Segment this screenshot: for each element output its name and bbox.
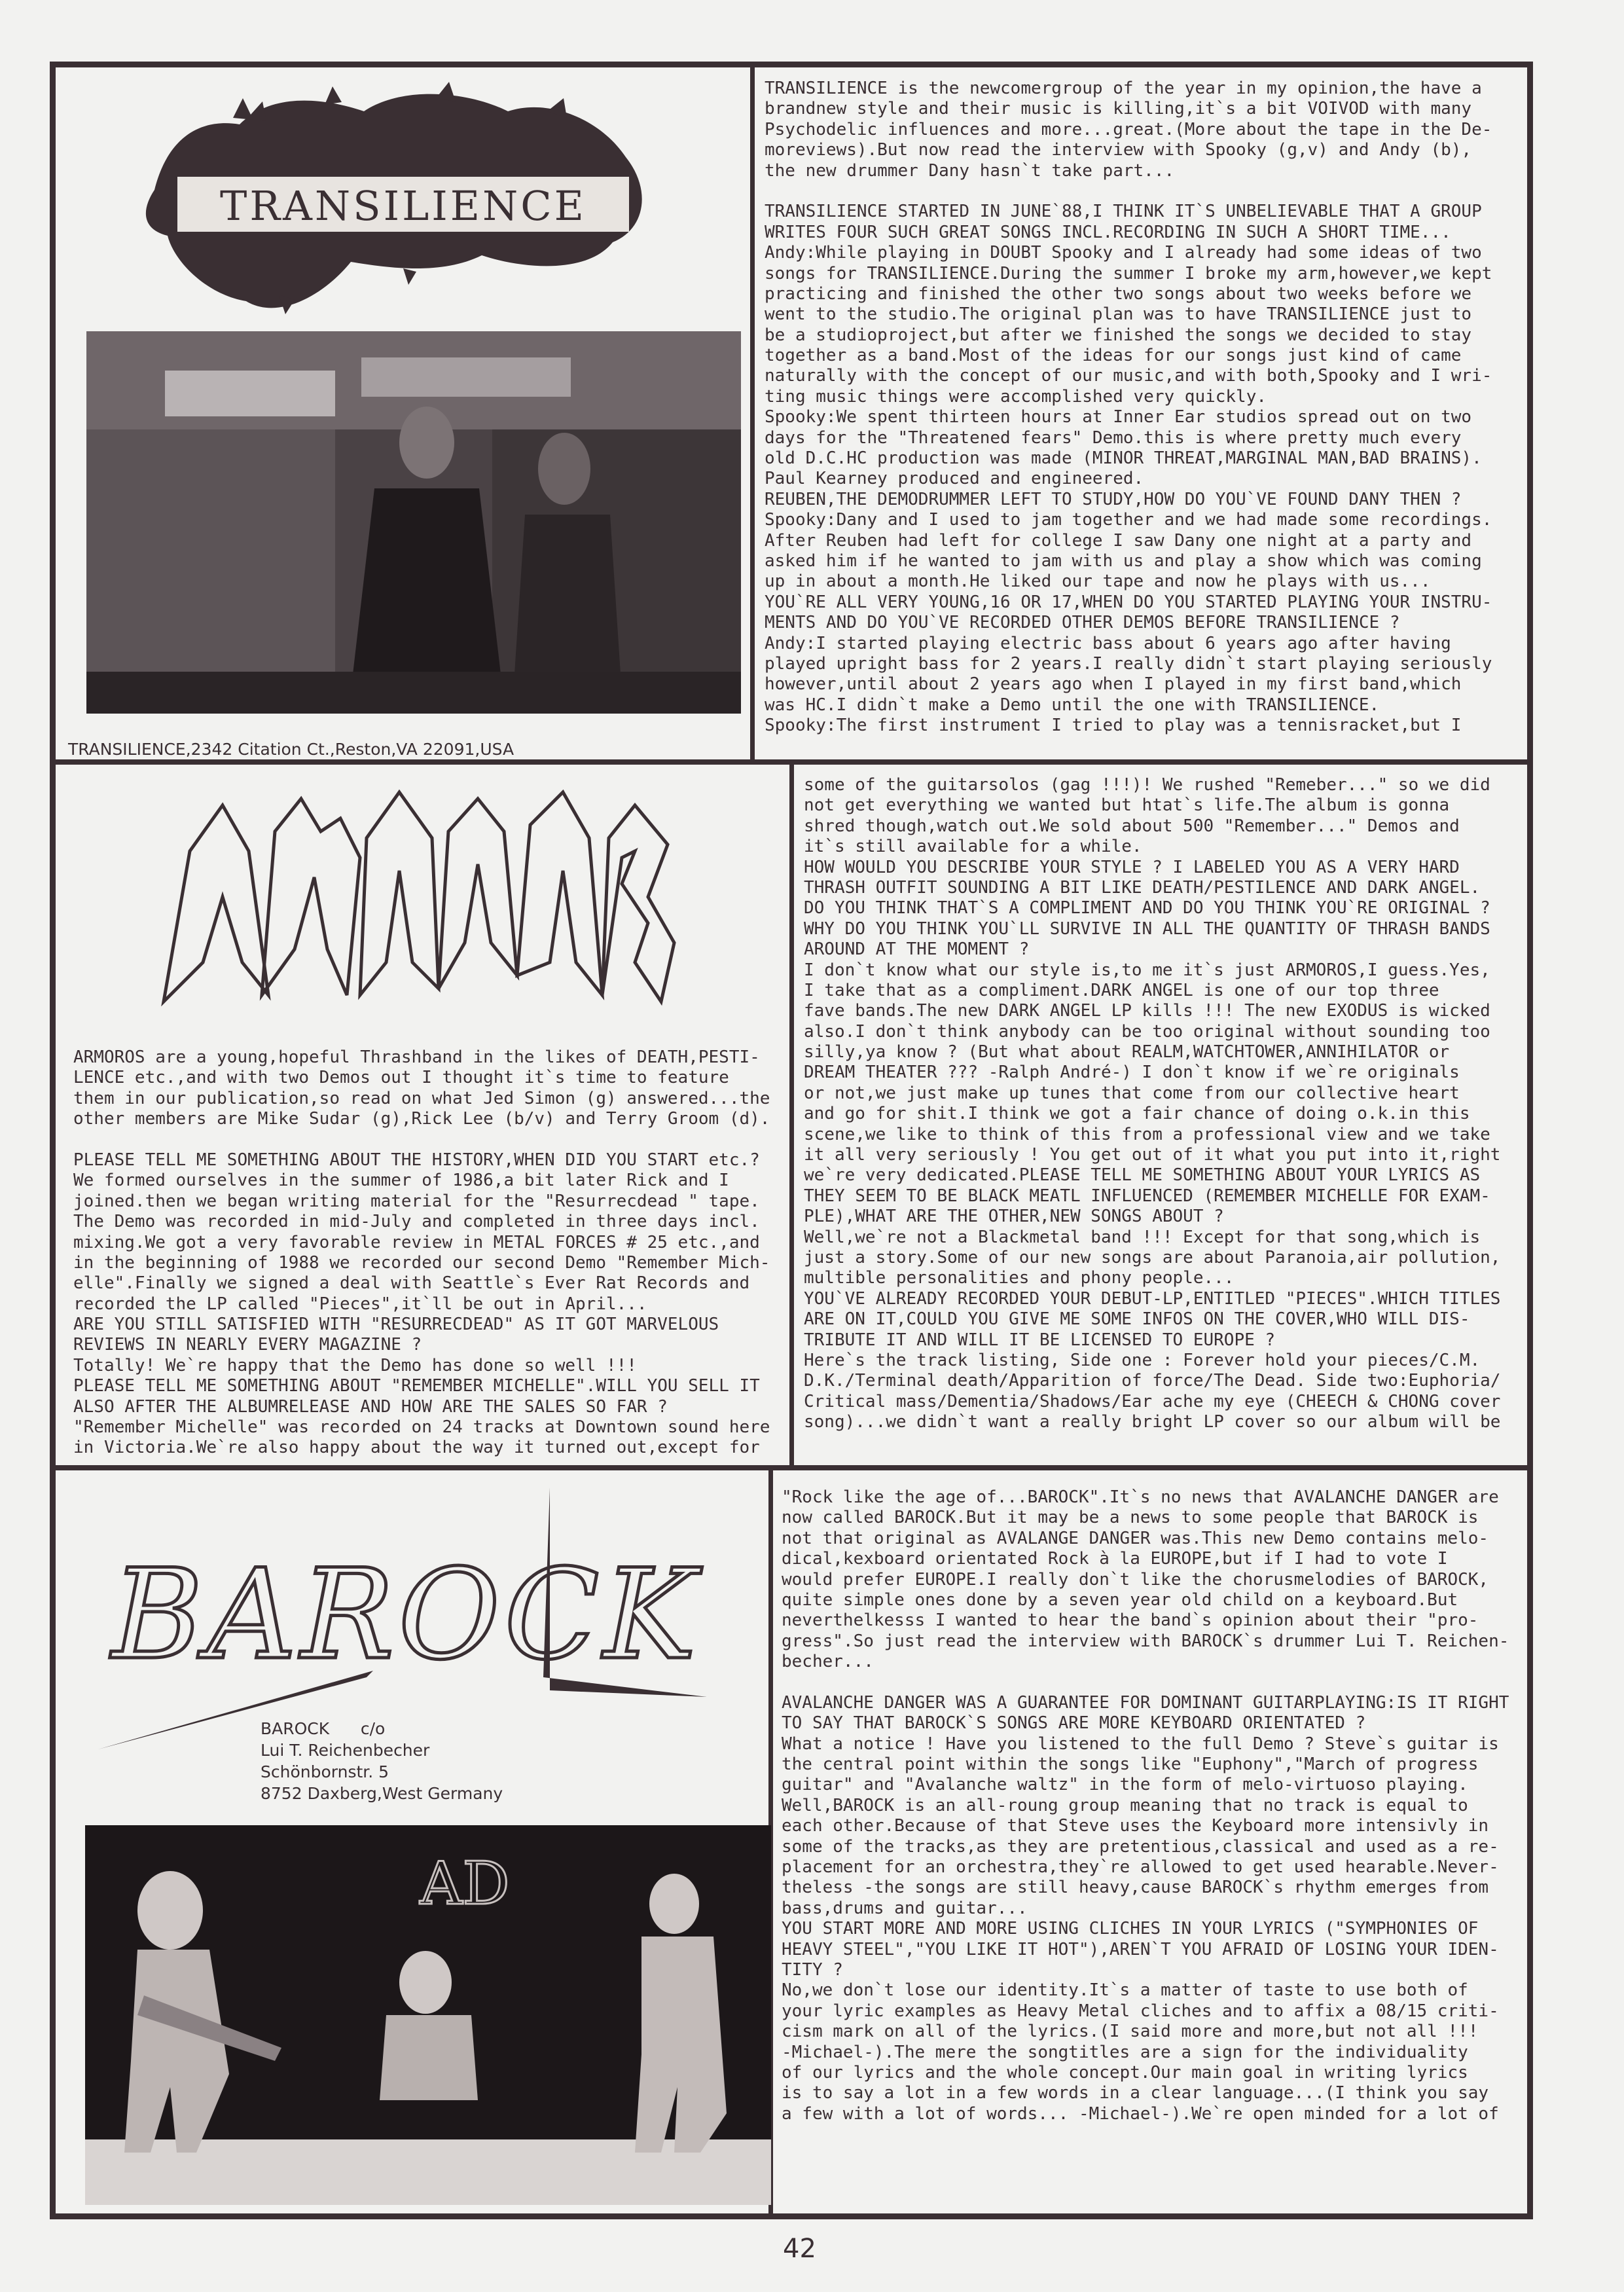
transilience-logo xyxy=(128,79,665,327)
barock-text-line: quite simple ones done by a seven year old child on a keyboard.But xyxy=(782,1590,1458,1610)
transilience-text-line: played upright bass for 2 years.I really didn`t start playing seriously xyxy=(765,653,1492,674)
transilience-text-line: brandnew style and their music is killing,it`s a bit VOIVOD with many xyxy=(765,99,1472,119)
barock-text-line: not that original as AVALANGE DANGER was.This new Demo contains melo- xyxy=(782,1528,1489,1548)
armoros-left-text-line: LENCE etc.,and with two Demos out I thought it`s time to feature xyxy=(73,1068,729,1088)
armoros-right-text-line: just a story.Some of our new songs are about Paranoia,air pollution, xyxy=(804,1247,1501,1267)
barock-text-line: placement for an orchestra,they`re allowed to get used hearable.Never- xyxy=(782,1857,1499,1878)
transilience-text-line: TRANSILIENCE STARTED IN JUNE`88,I THINK IT`S UNBELIEVABLE THAT A GROUP xyxy=(765,202,1482,222)
transilience-text-line: Spooky:We spent thirteen hours at Inner Ear studios spread out on two xyxy=(765,407,1472,427)
barock-address xyxy=(261,1718,503,1804)
armoros-left-text-line: ARE YOU STILL SATISFIED WITH "RESURRECDEAD" AS IT GOT MARVELOUS xyxy=(73,1315,719,1335)
barock-text-line: Well,BAROCK is an all-roung group meaning that no track is equal to xyxy=(782,1795,1468,1815)
armoros-right-text-line: DO YOU THINK THAT`S A COMPLIMENT AND DO YOU THINK YOU`RE ORIGINAL ? xyxy=(804,898,1490,919)
barock-text-line: is to say a lot in a few words in a clear language...(I think you say xyxy=(782,2083,1489,2103)
armoros-right-text-line: D.K./Terminal death/Apparition of force/The Dead. Side two:Euphoria/ xyxy=(804,1371,1501,1391)
barock-logo xyxy=(92,1481,720,1756)
armoros-left-text-line: them in our publication,so read on what Jed Simon (g) answered...the xyxy=(73,1088,770,1108)
transilience-text-line: After Reuben had left for college I saw Dany one night at a party and xyxy=(765,530,1472,551)
barock-address-line: Lui T. Reichenbecher xyxy=(261,1741,430,1760)
armoros-right-text-line: AROUND AT THE MOMENT ? xyxy=(804,939,1030,960)
transilience-text-line: Paul Kearney produced and engineered. xyxy=(765,469,1144,489)
transilience-article-text xyxy=(765,79,1492,737)
armoros-right-text-line: shred though,watch out.We sold about 500 "Remember..." Demos and xyxy=(804,816,1460,836)
armoros-left-text-line: elle".Finally we signed a deal with Seattle`s Ever Rat Records and xyxy=(73,1273,750,1294)
transilience-text-line: MENTS AND DO YOU`VE RECORDED OTHER DEMOS BEFORE TRANSILIENCE ? xyxy=(765,613,1400,633)
armoros-left-text-line: Totally! We`re happy that the Demo has done so well !!! xyxy=(73,1355,637,1375)
barock-address-line: 8752 Daxberg,West Germany xyxy=(261,1784,503,1803)
transilience-text-line: YOU`RE ALL VERY YOUNG,16 OR 17,WHEN DO YOU STARTED PLAYING YOUR INSTRU- xyxy=(765,592,1492,612)
armoros-right-text-line: PLE),WHAT ARE THE OTHER,NEW SONGS ABOUT ? xyxy=(804,1207,1224,1227)
armoros-right-text-line: song)...we didn`t want a really bright LP cover so our album will be xyxy=(804,1412,1501,1432)
armoros-right-text-line: silly,ya know ? (But what about REALM,WATCHTOWER,ANNIHILATOR or xyxy=(804,1042,1450,1063)
barock-text-line: each other.Because of that Steve uses the Keyboard more intensivly in xyxy=(782,1816,1489,1836)
barock-text-line: dical,kexboard orientated Rock à la EUROPE,but if I had to vote I xyxy=(782,1549,1448,1569)
transilience-text-line: the new drummer Dany hasn`t take part... xyxy=(765,160,1175,181)
armoros-left-text-line: The Demo was recorded in mid-July and completed in three days incl. xyxy=(73,1212,760,1232)
armoros-right-text-line: I don`t know what our style is,to me it`s just ARMOROS,I guess.Yes, xyxy=(804,960,1490,980)
transilience-band-photo xyxy=(86,331,741,714)
barock-text-line: No,we don`t lose our identity.It`s a matter of taste to use both of xyxy=(782,1980,1468,2001)
transilience-text-line: songs for TRANSILIENCE.During the summer I broke my arm,however,we kept xyxy=(765,263,1492,283)
armoros-left-text-line: mixing.We got a very favorable review in METAL FORCES # 25 etc.,and xyxy=(73,1232,760,1252)
armoros-right-text-line: and go for shit.I think we got a fair chance of doing o.k.in this xyxy=(804,1104,1470,1124)
barock-text-line: gress".So just read the interview with BAROCK`s drummer Lui T. Reichen- xyxy=(782,1631,1509,1651)
barock-text-line: YOU START MORE AND MORE USING CLICHES IN YOUR LYRICS ("SYMPHONIES OF xyxy=(782,1919,1479,1939)
barock-text-line: What a notice ! Have you listened to the full Demo ? Steve`s guitar is xyxy=(782,1734,1499,1754)
barock-logo-text: BAROCK xyxy=(111,1542,700,1687)
armoros-right-text-line: Here`s the track listing, Side one : Forever hold your pieces/C.M. xyxy=(804,1350,1481,1370)
armoros-left-text-line xyxy=(73,1130,770,1150)
transilience-text-line: Spooky:Dany and I used to jam together and we had made some recordings. xyxy=(765,510,1492,530)
armoros-left-text xyxy=(73,1047,770,1459)
transilience-text-line: Andy:I started playing electric bass about 6 years ago after having xyxy=(765,633,1451,653)
barock-text-line: neverthelkesss I wanted to hear the band`s opinion about their "pro- xyxy=(782,1610,1479,1631)
armoros-right-text-line: or not,we just make up tunes that come from our collective heart xyxy=(804,1083,1460,1103)
armoros-right-text-line: we`re very dedicated.PLEASE TELL ME SOMETHING ABOUT YOUR LYRICS AS xyxy=(804,1165,1481,1186)
armoros-right-text-line: fave bands.The new DARK ANGEL LP kills !!! The new EXODUS is wicked xyxy=(804,1001,1490,1021)
barock-text-line: TO SAY THAT BAROCK`S SONGS ARE MORE KEYBOARD ORIENTATED ? xyxy=(782,1713,1366,1734)
armoros-right-text-line: Critical mass/Dementia/Shadows/Ear ache my eye (CHEECH & CHONG cover xyxy=(804,1391,1501,1411)
page-number: 42 xyxy=(783,2234,816,2264)
barock-photo-logo: AD xyxy=(420,1849,510,1918)
barock-text-line: the central point within the songs like "Euphony","March of progress xyxy=(782,1755,1479,1775)
armoros-left-text-line: in Victoria.We`re also happy about the way it turned out,except for xyxy=(73,1438,760,1458)
armoros-right-text-line: HOW WOULD YOU DESCRIBE YOUR STYLE ? I LABELED YOU AS A VERY HARD xyxy=(804,857,1460,877)
armoros-right-text-line: I take that as a compliment.DARK ANGEL is one of our top three xyxy=(804,980,1439,1000)
barock-text-line: would prefer EUROPE.I really don`t like the chorusmelodies of BAROCK, xyxy=(782,1569,1489,1590)
barock-text-line: HEAVY STEEL","YOU LIKE IT HOT"),AREN`T YOU AFRAID OF LOSING YOUR IDEN- xyxy=(782,1939,1499,1959)
transilience-text-line: went to the studio.The original plan was to have TRANSILIENCE just to xyxy=(765,304,1472,325)
armoros-right-text-line: ARE ON IT,COULD YOU GIVE ME SOME INFOS ON THE COVER,WHO WILL DIS- xyxy=(804,1309,1470,1330)
armoros-right-text-line: scene,we like to think of this from a professional view and we take xyxy=(804,1124,1490,1144)
barock-text-line: cism mark on all of the lyrics.(I said more and more,but not all !!! xyxy=(782,2022,1479,2042)
transilience-text-line: however,until about 2 years ago when I played in my first band,which xyxy=(765,674,1462,695)
transilience-text-line: moreviews).But now read the interview with Spooky (g,v) and Andy (b), xyxy=(765,140,1472,160)
armoros-left-text-line: "Remember Michelle" was recorded on 24 tracks at Downtown sound here xyxy=(73,1417,770,1438)
barock-text-line: TITY ? xyxy=(782,1959,843,1980)
barock-text-line: AVALANCHE DANGER WAS A GUARANTEE FOR DOMINANT GUITARPLAYING:IS IT RIGHT xyxy=(782,1692,1509,1713)
barock-text-line: some of the tracks,as they are pretentious,classical and used as a re- xyxy=(782,1836,1499,1857)
armoros-right-text-line: also.I don`t think anybody can be too original without sounding too xyxy=(804,1021,1490,1042)
armoros-right-text-line: Well,we`re not a Blackmetal band !!! Except for that song,which is xyxy=(804,1227,1481,1247)
barock-text-line: theless -the songs are still heavy,cause BAROCK`s rhythm emerges from xyxy=(782,1878,1489,1898)
barock-text-line: becher... xyxy=(782,1652,874,1672)
barock-text-line: your lyric examples as Heavy Metal cliches and to affix a 08/15 criti- xyxy=(782,2001,1499,2021)
barock-text-line: of our lyrics and the whole concept.Our main goal in writing lyrics xyxy=(782,2062,1468,2083)
armoros-right-text-line: WHY DO YOU THINK YOU`LL SURVIVE IN ALL THE QUANTITY OF THRASH BANDS xyxy=(804,919,1490,939)
transilience-text-line: be a studioproject,but after we finished the songs we decided to stay xyxy=(765,325,1472,345)
transilience-logo-text: TRANSILIENCE xyxy=(220,182,586,230)
transilience-address-caption: TRANSILIENCE,2342 Citation Ct.,Reston,VA 22091,USA xyxy=(68,740,514,759)
armoros-left-text-line: ALSO AFTER THE ALBUMRELEASE AND HOW ARE THE SALES SO FAR ? xyxy=(73,1396,668,1417)
barock-text-line: a few with a lot of words... -Michael-).We`re open minded for a lot of xyxy=(782,2103,1499,2124)
armoros-right-text xyxy=(804,775,1500,1433)
barock-text-line xyxy=(782,1673,1509,1693)
barock-text-line: bass,drums and guitar... xyxy=(782,1898,1028,1918)
armoros-right-text-line: multible personalities and phony people... xyxy=(804,1268,1235,1288)
barock-text-line: "Rock like the age of...BAROCK".It`s no news that AVALANCHE DANGER are xyxy=(782,1487,1499,1507)
armoros-right-text-line: it all very seriously ! You get out of it what you put into it,right xyxy=(804,1145,1501,1165)
column-divider-2 xyxy=(789,763,794,1466)
transilience-text-line: asked him if he wanted to jam with us and play a show which was coming xyxy=(765,551,1482,571)
barock-band-photo xyxy=(85,1825,771,2205)
armoros-right-text-line: it`s still available for a while. xyxy=(804,837,1142,857)
armoros-left-text-line: We formed ourselves in the summer of 1986,a bit later Rick and I xyxy=(73,1171,729,1191)
armoros-right-text-line: THRASH OUTFIT SOUNDING A BIT LIKE DEATH/PESTILENCE AND DARK ANGEL. xyxy=(804,877,1481,898)
armoros-right-text-line: not get everything we wanted but htat`s life.The album is gonna xyxy=(804,795,1450,816)
transilience-text-line: REUBEN,THE DEMODRUMMER LEFT TO STUDY,HOW DO YOU`VE FOUND DANY THEN ? xyxy=(765,489,1462,509)
transilience-text-line: Spooky:The first instrument I tried to play was a tennisracket,but I xyxy=(765,716,1462,736)
transilience-text-line: WRITES FOUR SUCH GREAT SONGS INCL.RECORDING IN SUCH A SHORT TIME... xyxy=(765,222,1451,242)
armoros-left-text-line: other members are Mike Sudar (g),Rick Lee (b/v) and Terry Groom (d). xyxy=(73,1109,770,1129)
armoros-right-text-line: YOU`VE ALREADY RECORDED YOUR DEBUT-LP,ENTITLED "PIECES".WHICH TITLES xyxy=(804,1288,1501,1309)
armoros-logo-text: ARMOROS xyxy=(419,1008,423,1009)
column-divider-1 xyxy=(750,65,755,761)
armoros-right-text-line: some of the guitarsolos (gag !!!)! We rushed "Remeber..." so we did xyxy=(804,775,1490,795)
transilience-text-line: TRANSILIENCE is the newcomergroup of the year in my opinion,the have a xyxy=(765,79,1482,98)
barock-article-text xyxy=(782,1487,1509,2124)
armoros-logo xyxy=(151,779,687,1015)
armoros-left-text-line: PLEASE TELL ME SOMETHING ABOUT "REMEMBER MICHELLE".WILL YOU SELL IT xyxy=(73,1376,760,1396)
transilience-text-line: Psychodelic influences and more...great.(More about the tape in the De- xyxy=(765,119,1492,139)
transilience-text-line: Andy:While playing in DOUBT Spooky and I already had some ideas of two xyxy=(765,243,1482,263)
barock-address-line: BAROCK c/o xyxy=(261,1719,386,1738)
barock-text-line: -Michael-).The mere the songtitles are a sign for the individuality xyxy=(782,2042,1468,2062)
barock-text-line: guitar" and "Avalanche waltz" in the form of melo-virtuoso playing. xyxy=(782,1775,1468,1795)
transilience-text-line xyxy=(765,181,1492,202)
barock-address-line: Schönbornstr. 5 xyxy=(261,1762,389,1781)
transilience-text-line: up in about a month.He liked our tape and now he plays with us... xyxy=(765,572,1431,592)
transilience-text-line: old D.C.HC production was made (MINOR THREAT,MARGINAL MAN,BAD BRAINS). xyxy=(765,448,1482,469)
transilience-text-line: naturally with the concept of our music,and with both,Spooky and I wri- xyxy=(765,366,1492,386)
transilience-text-line: practicing and finished the other two songs about two weeks before we xyxy=(765,283,1472,304)
armoros-left-text-line: ARMOROS are a young,hopeful Thrashband in the likes of DEATH,PESTI- xyxy=(73,1047,760,1067)
transilience-text-line: ting music things were accomplished very quickly. xyxy=(765,386,1267,407)
armoros-left-text-line: PLEASE TELL ME SOMETHING ABOUT THE HISTORY,WHEN DID YOU START etc.? xyxy=(73,1150,760,1170)
barock-text-line: now called BAROCK.But it may be a news to some people that BAROCK is xyxy=(782,1508,1479,1528)
armoros-right-text-line: THEY SEEM TO BE BLACK MEATL INFLUENCED (REMEMBER MICHELLE FOR EXAM- xyxy=(804,1186,1490,1206)
armoros-left-text-line: REVIEWS IN NEARLY EVERY MAGAZINE ? xyxy=(73,1335,422,1355)
armoros-left-text-line: joined.then we began writing material for the "Resurrecdead " tape. xyxy=(73,1191,760,1211)
armoros-left-text-line: in the beginning of 1988 we recorded our second Demo "Remember Mich- xyxy=(73,1252,770,1273)
armoros-right-text-line: DREAM THEATER ??? -Ralph André-) I don`t know if we`re originals xyxy=(804,1063,1460,1083)
transilience-text-line: was HC.I didn`t make a Demo until the one with TRANSILIENCE. xyxy=(765,695,1380,715)
transilience-text-line: together as a band.Most of the ideas for our songs just kind of came xyxy=(765,346,1462,366)
armoros-right-text-line: TRIBUTE IT AND WILL IT BE LICENSED TO EUROPE ? xyxy=(804,1330,1276,1350)
transilience-text-line: days for the "Threatened fears" Demo.this is where pretty much every xyxy=(765,427,1462,448)
armoros-left-text-line: recorded the LP called "Pieces",it`ll be out in April... xyxy=(73,1294,647,1314)
